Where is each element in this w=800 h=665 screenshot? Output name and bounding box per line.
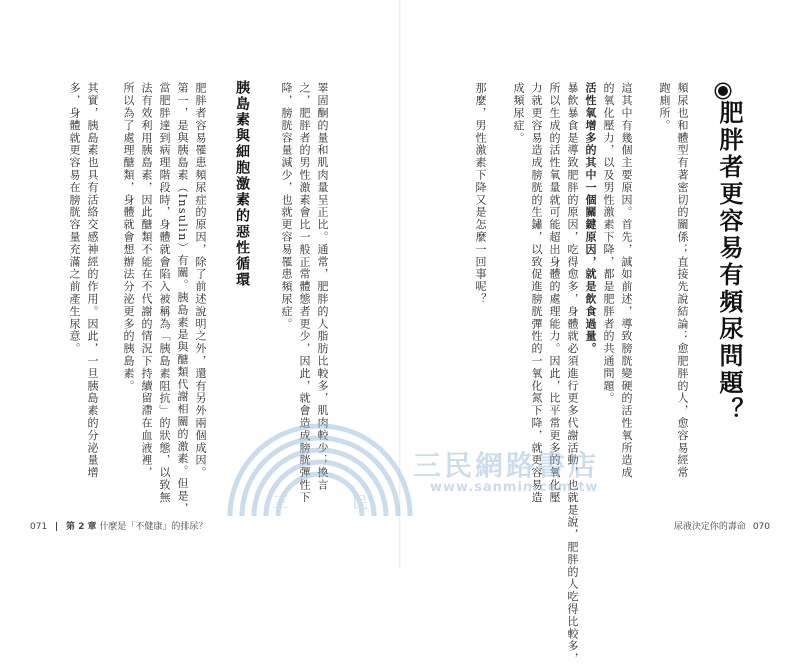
body-column: 跑廁所。 <box>658 82 671 132</box>
body-column-emphasis: 活性氧增多的其中一個關鍵原因，就是飲食過量。 <box>584 82 597 355</box>
body-column: 其實，胰島素也具有活絡交感神經的作用。因此，一旦胰島素的分泌量增 <box>86 82 99 479</box>
body-column: 之，肥胖者的男性激素會比一般正常體態者更少，因此，就會造成膀胱彈性下 <box>298 82 311 504</box>
chapter-bullet-icon <box>718 86 728 96</box>
body-column: 肥胖者容易罹患頻尿症的原因，除了前述說明之外，還有另外兩個成因。 <box>194 82 207 479</box>
chapter-title: 肥胖者更容易有頻尿問題？ <box>715 100 743 424</box>
body-column: 當肥胖達到病理階段時，身體就會陷入被稱為「胰島素阻抗」的狀態，以致無 <box>158 82 171 504</box>
body-column: 睪固酮的量和肌肉量呈正比。通常，肥胖的人脂肪比較多，肌肉較少；換言 <box>316 82 329 492</box>
body-column: 法有效利用胰島素，因此醣類不能在不代謝的情況下持續留滯在血液裡， <box>140 82 153 479</box>
book-title: 尿液決定你的壽命 <box>673 522 746 532</box>
footer-divider <box>56 522 57 531</box>
body-column: 降，膀胱容量減少，也就更容易罹患頻尿症。 <box>280 82 293 330</box>
right-footer <box>674 519 770 532</box>
watermark <box>220 438 620 518</box>
chapter-label: 第 2 章 <box>65 522 97 532</box>
watermark-name: 三民網路書店 <box>413 449 600 482</box>
watermark-logo-right-char: 民 <box>352 493 369 512</box>
body-column: 的氧化壓力，以及男性激素下降，都是肥胖者的共通問題。 <box>602 82 615 405</box>
section-title: 胰島素與細胞激素的惡性循環 <box>234 80 250 288</box>
body-column: 這其中有幾個主要原因。首先，誠如前述，導致膀胱變硬的活性氧所造成 <box>620 82 633 479</box>
right-page-number: 070 <box>752 522 770 532</box>
left-footer <box>30 519 207 532</box>
watermark-url: www.sanmin.com.tw <box>430 480 599 495</box>
body-column: 暴飲暴食是導致肥胖的原因，吃得愈多，身體就必須進行更多代謝活動，也就是說，肥胖的人吃得比較多， <box>566 82 579 665</box>
body-column: 頻尿也和體型有著密切的關係；直接先說結論：愈肥胖的人，愈容易經常 <box>676 82 689 479</box>
body-column: 那麼，男性激素下降又是怎麼一回事呢？ <box>474 82 487 306</box>
watermark-logo-left-char: 三 <box>272 493 289 512</box>
body-column: 力就更容易造成膀胱的生鏽，以致促進膀胱彈性的一氧化氮下降，就更容易造 <box>530 82 543 504</box>
body-column: 所以生成的活性氧量就可能超出身體的處理能力。因此，比平常更多的氧化壓 <box>548 82 561 504</box>
chapter-name: 什麼是「不健康」的排尿？ <box>99 522 208 532</box>
body-column: 成頻尿症。 <box>512 82 525 144</box>
watermark-logo-icon <box>220 438 420 518</box>
body-column: 第一，是與胰島素（Insulin）有關。胰島素是與醣類代謝相關的激素。但是， <box>176 82 189 515</box>
left-page-number: 071 <box>30 522 48 532</box>
body-column: 所以為了處理醣類，身體就會想辦法分泌更多的胰島素。 <box>122 82 135 392</box>
body-column: 多，身體就更容易在膀胱容量充滿之前產生尿意。 <box>68 82 81 355</box>
